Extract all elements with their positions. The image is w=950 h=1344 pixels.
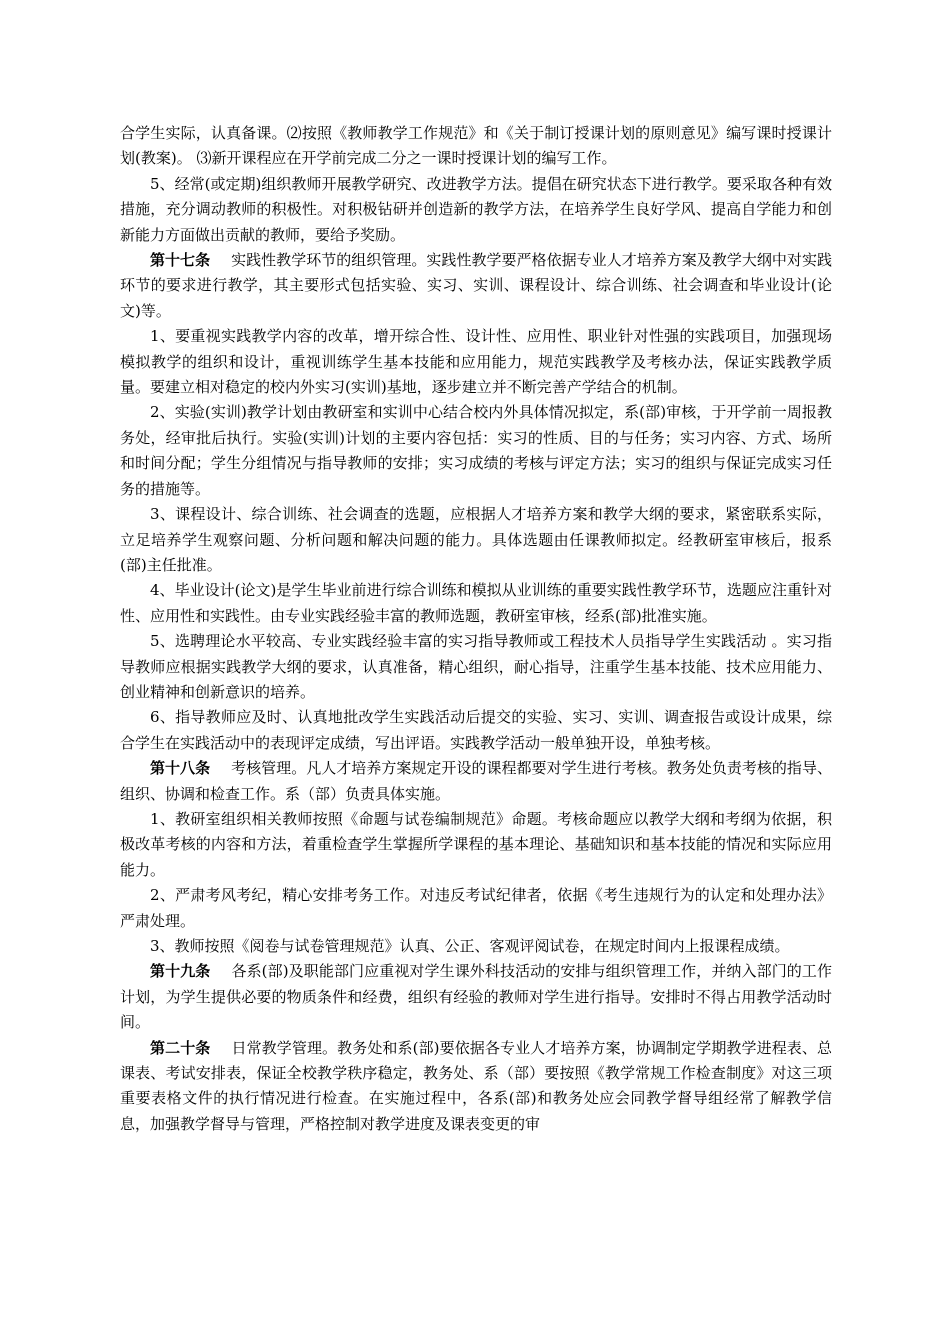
paragraph-text: 2、实验(实训)教学计划由教研室和实训中心结合校内外具体情况拟定，系(部)审核，于开学前一周报教务处，经审批后执行。实验(实训)计划的主要内容包括：实习的性质、目的与任务；实习内容、方式、场所和时间分配；学生分组情况与指导教师的安排；实习成绩的考核与评定方法；实习的组织与保证完成实习任务的措施等。: [120, 403, 832, 498]
body-paragraph: [120, 883, 832, 934]
body-paragraph: [120, 324, 832, 400]
article-number: 第十七条: [150, 251, 211, 270]
article-paragraph: [120, 248, 832, 324]
paragraph-text: 考核管理。凡人才培养方案规定开设的课程都要对学生进行考核。教务处负责考核的指导、组织、协调和检查工作。系（部）负责具体实施。: [120, 759, 832, 803]
body-paragraph: [120, 705, 832, 756]
body-paragraph: [120, 400, 832, 502]
paragraph-text: 4、毕业设计(论文)是学生毕业前进行综合训练和模拟从业训练的重要实践性教学环节，选题应注重针对性、应用性和实践性。由专业实践经验丰富的教师选题，教研室审核，经系(部)批准实施。: [120, 581, 832, 625]
paragraph-text: 各系(部)及职能部门应重视对学生课外科技活动的安排与组织管理工作，并纳入部门的工作计划，为学生提供必要的物质条件和经费，组织有经验的教师对学生进行指导。安排时不得占用教学活动时间。: [120, 962, 832, 1032]
article-paragraph: [120, 1036, 832, 1138]
body-paragraph: [120, 807, 832, 883]
article-number: 第十九条: [150, 962, 211, 981]
paragraph-text: 1、教研室组织相关教师按照《命题与试卷编制规范》命题。考核命题应以教学大纲和考纲为依据，积极改革考核的内容和方法，着重检查学生掌握所学课程的基本理论、基础知识和基本技能的情况和实际应用能力。: [120, 809, 832, 879]
body-paragraph: [120, 502, 832, 578]
body-paragraph: [120, 121, 832, 172]
paragraph-text: 合学生实际，认真备课。⑵按照《教师教学工作规范》和《关于制订授课计划的原则意见》编写课时授课计划(教案)。 ⑶新开课程应在开学前完成二分之一课时授课计划的编写工作。: [120, 124, 832, 168]
body-paragraph: [120, 172, 832, 248]
article-number: 第二十条: [150, 1038, 211, 1057]
body-paragraph: [120, 934, 832, 959]
article-paragraph: [120, 756, 832, 807]
paragraph-text: 3、教师按照《阅卷与试卷管理规范》认真、公正、客观评阅试卷，在规定时间内上报课程成绩。: [150, 937, 790, 955]
body-paragraph: [120, 629, 832, 705]
document-body: [120, 121, 832, 1137]
article-paragraph: [120, 959, 832, 1035]
paragraph-text: 3、课程设计、综合训练、社会调查的选题，应根据人才培养方案和教学大纲的要求，紧密联系实际，立足培养学生观察问题、分析问题和解决问题的能力。具体选题由任课教师拟定。经教研室审核后，报系(部)主任批准。: [120, 505, 832, 574]
paragraph-text: 5、经常(或定期)组织教师开展教学研究、改进教学方法。提倡在研究状态下进行教学。要采取各种有效措施，充分调动教师的积极性。对积极钻研并创造新的教学方法，在培养学生良好学风、提高自学能力和创新能力方面做出贡献的教师，要给予奖励。: [120, 174, 832, 244]
article-number: 第十八条: [150, 759, 211, 778]
paragraph-text: 2、严肃考风考纪，精心安排考务工作。对违反考试纪律者，依据《考生违规行为的认定和处理办法》严肃处理。: [120, 886, 832, 930]
paragraph-text: 实践性教学环节的组织管理。实践性教学要严格依据专业人才培养方案及教学大纲中对实践环节的要求进行教学，其主要形式包括实验、实习、实训、课程设计、综合训练、社会调查和毕业设计(论文)等。: [120, 251, 832, 320]
paragraph-text: 5、选聘理论水平较高、专业实践经验丰富的实习指导教师或工程技术人员指导学生实践活动 。实习指导教师应根据实践教学大纲的要求，认真准备，精心组织，耐心指导，注重学生基本技能、技术应用能力、创业精神和创新意识的培养。: [120, 632, 832, 701]
paragraph-text: 日常教学管理。教务处和系(部)要依据各专业人才培养方案，协调制定学期教学进程表、总课表、考试安排表，保证全校教学秩序稳定，教务处、系（部）要按照《教学常规工作检查制度》对这三项重要表格文件的执行情况进行检查。在实施过程中，各系(部)和教务处应会同教学督导组经常了解教学信息，加强教学督导与管理，严格控制对教学进度及课表变更的审: [120, 1038, 832, 1133]
paragraph-text: 1、要重视实践教学内容的改革，增开综合性、设计性、应用性、职业针对性强的实践项目，加强现场模拟教学的组织和设计，重视训练学生基本技能和应用能力，规范实践教学及考核办法，保证实践教学质量。要建立相对稳定的校内外实习(实训)基地，逐步建立并不断完善产学结合的机制。: [120, 327, 832, 397]
paragraph-text: 6、指导教师应及时、认真地批改学生实践活动后提交的实验、实习、实训、调查报告或设计成果，综合学生在实践活动中的表现评定成绩，写出评语。实践教学活动一般单独开设，单独考核。: [120, 708, 832, 752]
body-paragraph: [120, 578, 832, 629]
